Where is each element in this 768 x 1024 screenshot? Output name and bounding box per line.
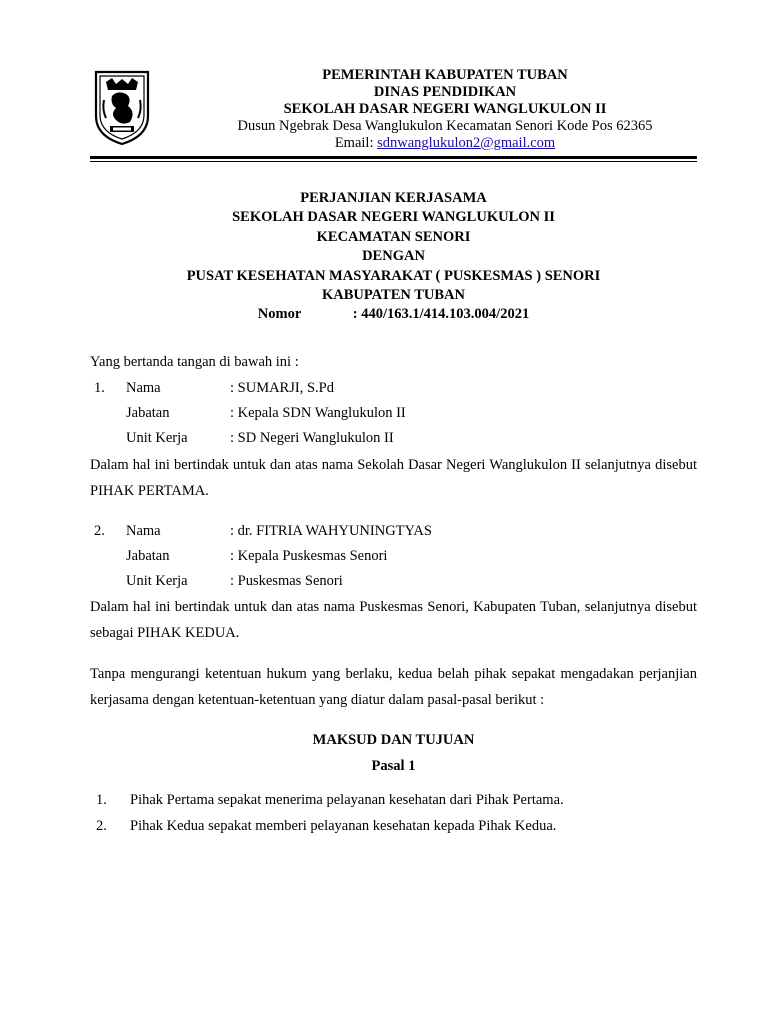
party-2-details: [90, 521, 697, 597]
email-label: Email:: [334, 135, 374, 151]
title-line-3: KECAMATAN SENORI: [316, 228, 471, 245]
party-2-position-value: : Kepala Puskesmas Senori: [230, 548, 388, 564]
kabupaten-tuban-emblem-icon: [92, 70, 152, 146]
party-2-position-label: Jabatan: [126, 548, 170, 564]
nomor-value: : 440/163.1/414.103.004/2021: [352, 306, 530, 323]
title-line-1: PERJANJIAN KERJASAMA: [300, 190, 487, 206]
nomor-row: [90, 305, 697, 324]
party-2-name-value: : dr. FITRIA WAHYUNINGTYAS: [230, 523, 432, 539]
party-1-number: 1.: [94, 380, 105, 396]
email-link[interactable]: sdnwanglukulon2@gmail.com: [377, 135, 556, 151]
letterhead-address: Dusun Ngebrak Desa Wanglukulon Kecamatan Senori Kode Pos 62365: [237, 118, 653, 134]
party-2-number: 2.: [94, 523, 105, 539]
pasal-heading: Pasal 1: [371, 758, 416, 774]
intro-text: Yang bertanda tangan di bawah ini :: [90, 354, 299, 370]
title-line-4: DENGAN: [362, 248, 425, 265]
title-line-6: KABUPATEN TUBAN: [321, 287, 465, 304]
letterhead-rule-thick: [90, 156, 697, 159]
pasal-item-number: 1.: [96, 792, 107, 808]
nomor-label: Nomor: [257, 306, 302, 323]
party-1-name-value: : SUMARJI, S.Pd: [230, 380, 334, 396]
agreement-paragraph: Tanpa mengurangi ketentuan hukum yang berlaku, kedua belah pihak sepakat mengadakan perjanjian kerjasama dengan ketentuan-ketentuan yang diatur dalam pasal-pasal berikut :: [90, 666, 697, 708]
party-1-unit-label: Unit Kerja: [126, 430, 188, 446]
title-line-5: PUSAT KESEHATAN MASYARAKAT ( PUSKESMAS ) SENORI: [186, 267, 601, 284]
letterhead-school: SEKOLAH DASAR NEGERI WANGLUKULON II: [283, 101, 607, 117]
party-1-details: [90, 378, 697, 454]
letterhead-rule-thin: [90, 161, 697, 162]
pasal-item-text: Pihak Pertama sepakat menerima pelayanan kesehatan dari Pihak Pertama.: [130, 792, 564, 808]
pasal-item-text: Pihak Kedua sepakat memberi pelayanan kesehatan kepada Pihak Kedua.: [130, 818, 557, 834]
party-1-position-label: Jabatan: [126, 405, 170, 421]
letterhead-email-line: [170, 135, 720, 152]
party-1-statement: Dalam hal ini bertindak untuk dan atas nama Sekolah Dasar Negeri Wanglukulon II selanjutnya disebut PIHAK PERTAMA.: [90, 457, 697, 499]
party-2-unit-label: Unit Kerja: [126, 573, 188, 589]
letterhead-department: DINAS PENDIDIKAN: [373, 84, 517, 100]
title-line-2: SEKOLAH DASAR NEGERI WANGLUKULON II: [232, 209, 555, 226]
pasal-item-number: 2.: [96, 818, 107, 834]
letterhead-government: PEMERINTAH KABUPATEN TUBAN: [322, 67, 568, 83]
party-1-name-label: Nama: [126, 380, 161, 396]
letterhead: [170, 67, 720, 152]
party-2-name-label: Nama: [126, 523, 161, 539]
party-1-unit-value: : SD Negeri Wanglukulon II: [230, 430, 394, 446]
agreement-title: [90, 189, 697, 325]
party-2-statement: Dalam hal ini bertindak untuk dan atas nama Puskesmas Senori, Kabupaten Tuban, selanjutnya disebut sebagai PIHAK KEDUA.: [90, 599, 697, 641]
section-heading: MAKSUD DAN TUJUAN: [312, 732, 475, 748]
party-2-unit-value: : Puskesmas Senori: [230, 573, 343, 589]
party-1-position-value: : Kepala SDN Wanglukulon II: [230, 405, 406, 421]
